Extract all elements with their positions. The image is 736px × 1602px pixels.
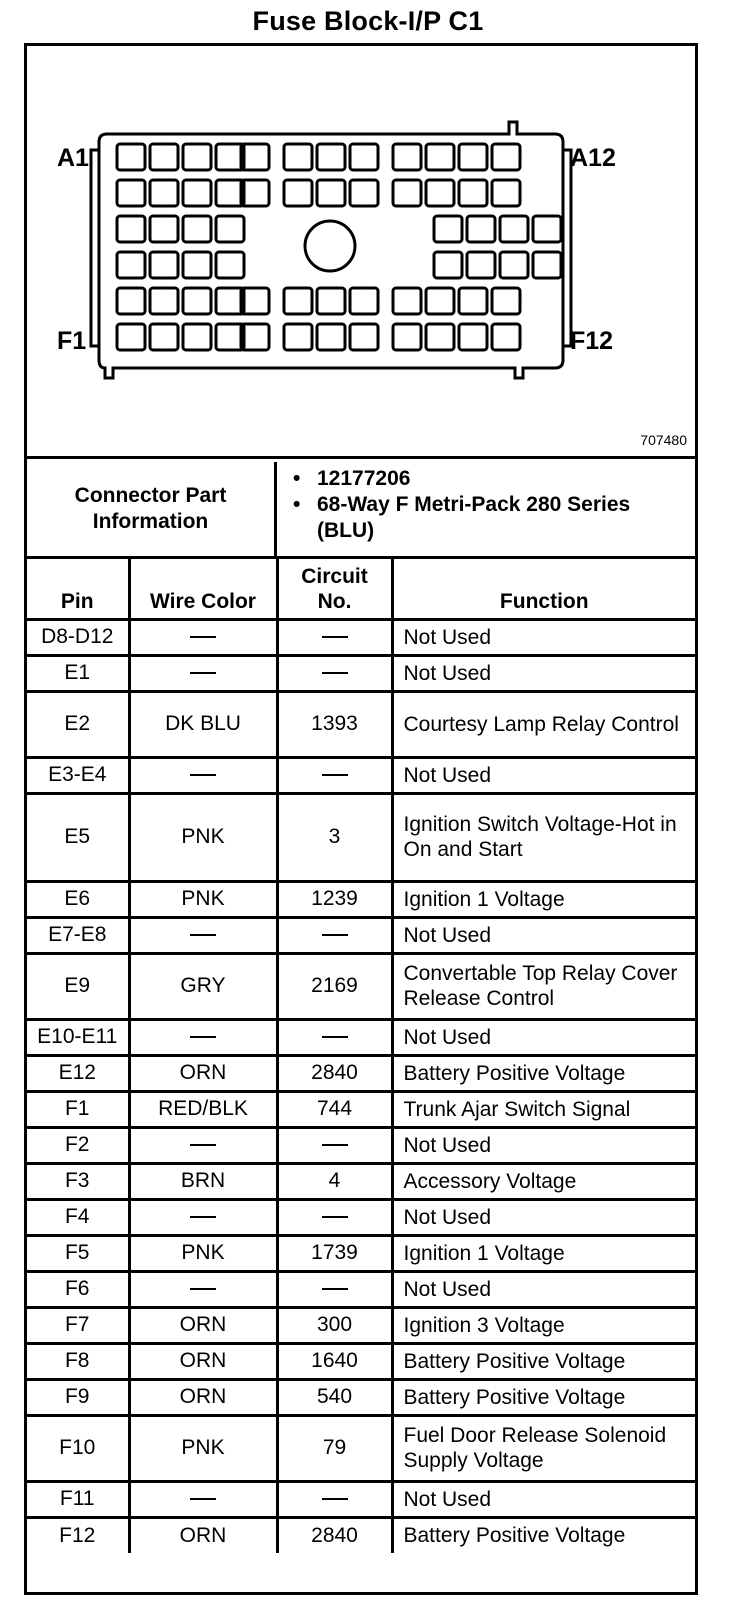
cell-pin: F5 xyxy=(27,1235,129,1271)
cell-wire-color xyxy=(129,1019,277,1055)
cell-pin: F9 xyxy=(27,1379,129,1415)
dash xyxy=(322,636,348,638)
connector-cavity xyxy=(117,144,145,170)
cell-circuit-no xyxy=(277,1481,392,1517)
connector-cavity xyxy=(284,180,312,206)
connector-description: • 68-Way F Metri-Pack 280 Series (BLU) xyxy=(279,492,689,544)
dash xyxy=(322,774,348,776)
table-row xyxy=(27,953,695,1019)
connector-info-label: Connector Part Information xyxy=(27,462,277,556)
cell-wire-color xyxy=(129,619,277,655)
dash xyxy=(190,1144,216,1146)
cell-wire-color: PNK xyxy=(129,1415,277,1481)
table-row xyxy=(27,1307,695,1343)
cell-pin: F3 xyxy=(27,1163,129,1199)
cell-pin: F6 xyxy=(27,1271,129,1307)
table-row xyxy=(27,1235,695,1271)
cell-function: Trunk Ajar Switch Signal xyxy=(392,1091,695,1127)
dash xyxy=(190,1036,216,1038)
cell-circuit-no: 79 xyxy=(277,1415,392,1481)
pin-label-a1: A1 xyxy=(57,144,89,172)
connector-cavity xyxy=(117,288,145,314)
table-row xyxy=(27,1019,695,1055)
cell-wire-color xyxy=(129,1481,277,1517)
dash xyxy=(322,934,348,936)
connector-cavity xyxy=(492,288,520,314)
cell-wire-color: GRY xyxy=(129,953,277,1019)
cell-pin: E9 xyxy=(27,953,129,1019)
connector-key-circle xyxy=(305,221,355,271)
cell-wire-color: PNK xyxy=(129,881,277,917)
table-row xyxy=(27,1271,695,1307)
connector-cavity xyxy=(183,288,211,314)
cell-wire-color xyxy=(129,655,277,691)
cell-pin: F1 xyxy=(27,1091,129,1127)
cell-circuit-no: 2169 xyxy=(277,953,392,1019)
cell-function: Not Used xyxy=(392,1481,695,1517)
pin-label-f1: F1 xyxy=(57,327,87,355)
table-header-row xyxy=(27,559,695,619)
cell-circuit-no: 4 xyxy=(277,1163,392,1199)
connector-cavity xyxy=(317,324,345,350)
cell-wire-color xyxy=(129,917,277,953)
cell-wire-color: PNK xyxy=(129,793,277,881)
connector-cavity xyxy=(492,324,520,350)
cell-circuit-no: 540 xyxy=(277,1379,392,1415)
cell-function: Not Used xyxy=(392,1271,695,1307)
dash xyxy=(190,774,216,776)
cell-circuit-no xyxy=(277,1199,392,1235)
connector-part-number: • 12177206 xyxy=(279,466,689,492)
cell-function: Ignition 3 Voltage xyxy=(392,1307,695,1343)
pin-function-table xyxy=(27,559,695,1553)
cell-pin: F11 xyxy=(27,1481,129,1517)
connector-cavity xyxy=(393,180,421,206)
cell-function: Battery Positive Voltage xyxy=(392,1343,695,1379)
cell-wire-color: ORN xyxy=(129,1343,277,1379)
connector-info-values xyxy=(279,466,689,544)
cell-circuit-no: 1393 xyxy=(277,691,392,757)
table-row xyxy=(27,1055,695,1091)
header-function: Function xyxy=(392,559,695,619)
connector-cavity xyxy=(434,252,462,278)
cell-circuit-no xyxy=(277,917,392,953)
cell-function: Not Used xyxy=(392,655,695,691)
connector-cavity xyxy=(216,252,244,278)
pin-label-f12: F12 xyxy=(570,327,614,355)
cell-pin: E7-E8 xyxy=(27,917,129,953)
connector-cavity xyxy=(183,252,211,278)
connector-cavity xyxy=(500,252,528,278)
connector-cavity xyxy=(350,180,378,206)
connector-cavity xyxy=(426,288,454,314)
cell-wire-color: ORN xyxy=(129,1517,277,1553)
cell-circuit-no: 300 xyxy=(277,1307,392,1343)
cell-circuit-no xyxy=(277,655,392,691)
header-circuit-no: Circuit No. xyxy=(277,559,392,619)
table-row xyxy=(27,1379,695,1415)
cell-pin: F8 xyxy=(27,1343,129,1379)
table-row xyxy=(27,691,695,757)
connector-cavity xyxy=(150,144,178,170)
cell-circuit-no: 2840 xyxy=(277,1517,392,1553)
dash xyxy=(190,1288,216,1290)
cell-circuit-no: 1239 xyxy=(277,881,392,917)
cell-pin: E1 xyxy=(27,655,129,691)
cell-circuit-no xyxy=(277,1271,392,1307)
cell-circuit-no: 3 xyxy=(277,793,392,881)
cell-function: Ignition Switch Voltage-Hot in On and Start xyxy=(392,793,695,881)
cell-function: Convertable Top Relay Cover Release Control xyxy=(392,953,695,1019)
cell-function: Not Used xyxy=(392,1019,695,1055)
table-row xyxy=(27,793,695,881)
dash xyxy=(190,636,216,638)
connector-cavity xyxy=(183,144,211,170)
cell-circuit-no xyxy=(277,757,392,793)
connector-face-drawing xyxy=(27,46,695,459)
connector-cavity xyxy=(117,216,145,242)
connector-cavity xyxy=(117,180,145,206)
cell-pin: F2 xyxy=(27,1127,129,1163)
cell-wire-color: ORN xyxy=(129,1307,277,1343)
connector-cavity xyxy=(500,216,528,242)
table-row xyxy=(27,619,695,655)
table-row xyxy=(27,1343,695,1379)
connector-cavity xyxy=(350,144,378,170)
page-title: Fuse Block-I/P C1 xyxy=(252,6,484,36)
dash xyxy=(322,1288,348,1290)
connector-cavity xyxy=(284,324,312,350)
cell-function: Courtesy Lamp Relay Control xyxy=(392,691,695,757)
connector-cavity xyxy=(459,180,487,206)
table-row xyxy=(27,1163,695,1199)
cell-wire-color: ORN xyxy=(129,1055,277,1091)
cell-wire-color: BRN xyxy=(129,1163,277,1199)
connector-cavity xyxy=(284,144,312,170)
connector-cavity xyxy=(459,144,487,170)
connector-cavity xyxy=(467,216,495,242)
connector-cavity xyxy=(183,216,211,242)
table-row xyxy=(27,1199,695,1235)
cell-function: Accessory Voltage xyxy=(392,1163,695,1199)
cell-pin: F7 xyxy=(27,1307,129,1343)
connector-cavity xyxy=(150,324,178,350)
dash xyxy=(322,1036,348,1038)
cell-pin: F4 xyxy=(27,1199,129,1235)
divider xyxy=(27,456,695,459)
connector-cavity xyxy=(467,252,495,278)
cell-function: Battery Positive Voltage xyxy=(392,1379,695,1415)
cell-pin: F10 xyxy=(27,1415,129,1481)
dash xyxy=(322,672,348,674)
connector-cavity xyxy=(117,324,145,350)
connector-cavity xyxy=(150,216,178,242)
cell-wire-color: PNK xyxy=(129,1235,277,1271)
dash xyxy=(190,1498,216,1500)
connector-cavity xyxy=(317,180,345,206)
cell-circuit-no: 2840 xyxy=(277,1055,392,1091)
cell-function: Not Used xyxy=(392,757,695,793)
connector-diagram xyxy=(27,46,695,459)
dash xyxy=(190,672,216,674)
connector-cavity xyxy=(492,180,520,206)
cell-wire-color xyxy=(129,1271,277,1307)
cell-wire-color: RED/BLK xyxy=(129,1091,277,1127)
connector-cavity xyxy=(459,288,487,314)
connector-cavity xyxy=(150,252,178,278)
cell-wire-color: ORN xyxy=(129,1379,277,1415)
connector-cavity xyxy=(150,288,178,314)
cell-circuit-no: 1640 xyxy=(277,1343,392,1379)
connector-document-frame xyxy=(24,43,698,1595)
cell-function: Battery Positive Voltage xyxy=(392,1517,695,1553)
cell-circuit-no xyxy=(277,1127,392,1163)
connector-cavity xyxy=(183,324,211,350)
table-row xyxy=(27,1127,695,1163)
cell-pin: E12 xyxy=(27,1055,129,1091)
table-row xyxy=(27,1517,695,1553)
connector-cavity xyxy=(117,252,145,278)
dash xyxy=(322,1216,348,1218)
pin-label-a12: A12 xyxy=(570,144,616,172)
connector-cavity xyxy=(150,180,178,206)
cell-function: Not Used xyxy=(392,917,695,953)
table-row xyxy=(27,1481,695,1517)
cell-wire-color: DK BLU xyxy=(129,691,277,757)
connector-cavity xyxy=(350,288,378,314)
cell-function: Not Used xyxy=(392,1199,695,1235)
table-row xyxy=(27,917,695,953)
table-row xyxy=(27,655,695,691)
connector-cavity xyxy=(492,144,520,170)
cell-wire-color xyxy=(129,1199,277,1235)
connector-cavity xyxy=(426,144,454,170)
connector-cavity xyxy=(533,216,561,242)
connector-cavity xyxy=(426,180,454,206)
connector-cavity xyxy=(216,216,244,242)
connector-cavity xyxy=(317,144,345,170)
connector-cavity xyxy=(393,144,421,170)
cell-circuit-no xyxy=(277,1019,392,1055)
header-wire-color: Wire Color xyxy=(129,559,277,619)
dash xyxy=(190,934,216,936)
cell-circuit-no: 1739 xyxy=(277,1235,392,1271)
connector-cavity xyxy=(426,324,454,350)
cell-function: Not Used xyxy=(392,619,695,655)
connector-cavity xyxy=(284,288,312,314)
cell-pin: D8-D12 xyxy=(27,619,129,655)
connector-cavity xyxy=(183,180,211,206)
dash xyxy=(190,1216,216,1218)
connector-cavity xyxy=(393,324,421,350)
connector-cavity xyxy=(317,288,345,314)
connector-cavity xyxy=(434,216,462,242)
table-row xyxy=(27,757,695,793)
cell-function: Not Used xyxy=(392,1127,695,1163)
cell-function: Battery Positive Voltage xyxy=(392,1055,695,1091)
connector-part-info xyxy=(27,462,695,556)
dash xyxy=(322,1144,348,1146)
table-row xyxy=(27,1091,695,1127)
table-row xyxy=(27,1415,695,1481)
cell-function: Ignition 1 Voltage xyxy=(392,881,695,917)
cell-pin: E6 xyxy=(27,881,129,917)
cell-pin: E5 xyxy=(27,793,129,881)
connector-cavity xyxy=(533,252,561,278)
cell-function: Ignition 1 Voltage xyxy=(392,1235,695,1271)
connector-cavity xyxy=(350,324,378,350)
connector-cavity xyxy=(393,288,421,314)
cell-wire-color xyxy=(129,757,277,793)
dash xyxy=(322,1498,348,1500)
header-pin: Pin xyxy=(27,559,129,619)
cell-circuit-no: 744 xyxy=(277,1091,392,1127)
cell-pin: E10-E11 xyxy=(27,1019,129,1055)
table-row xyxy=(27,881,695,917)
cell-circuit-no xyxy=(277,619,392,655)
connector-cavity xyxy=(459,324,487,350)
cell-pin: E3-E4 xyxy=(27,757,129,793)
cell-pin: F12 xyxy=(27,1517,129,1553)
cell-function: Fuel Door Release Solenoid Supply Voltage xyxy=(392,1415,695,1481)
cell-pin: E2 xyxy=(27,691,129,757)
cell-wire-color xyxy=(129,1127,277,1163)
diagram-reference-number: 707480 xyxy=(640,432,687,448)
